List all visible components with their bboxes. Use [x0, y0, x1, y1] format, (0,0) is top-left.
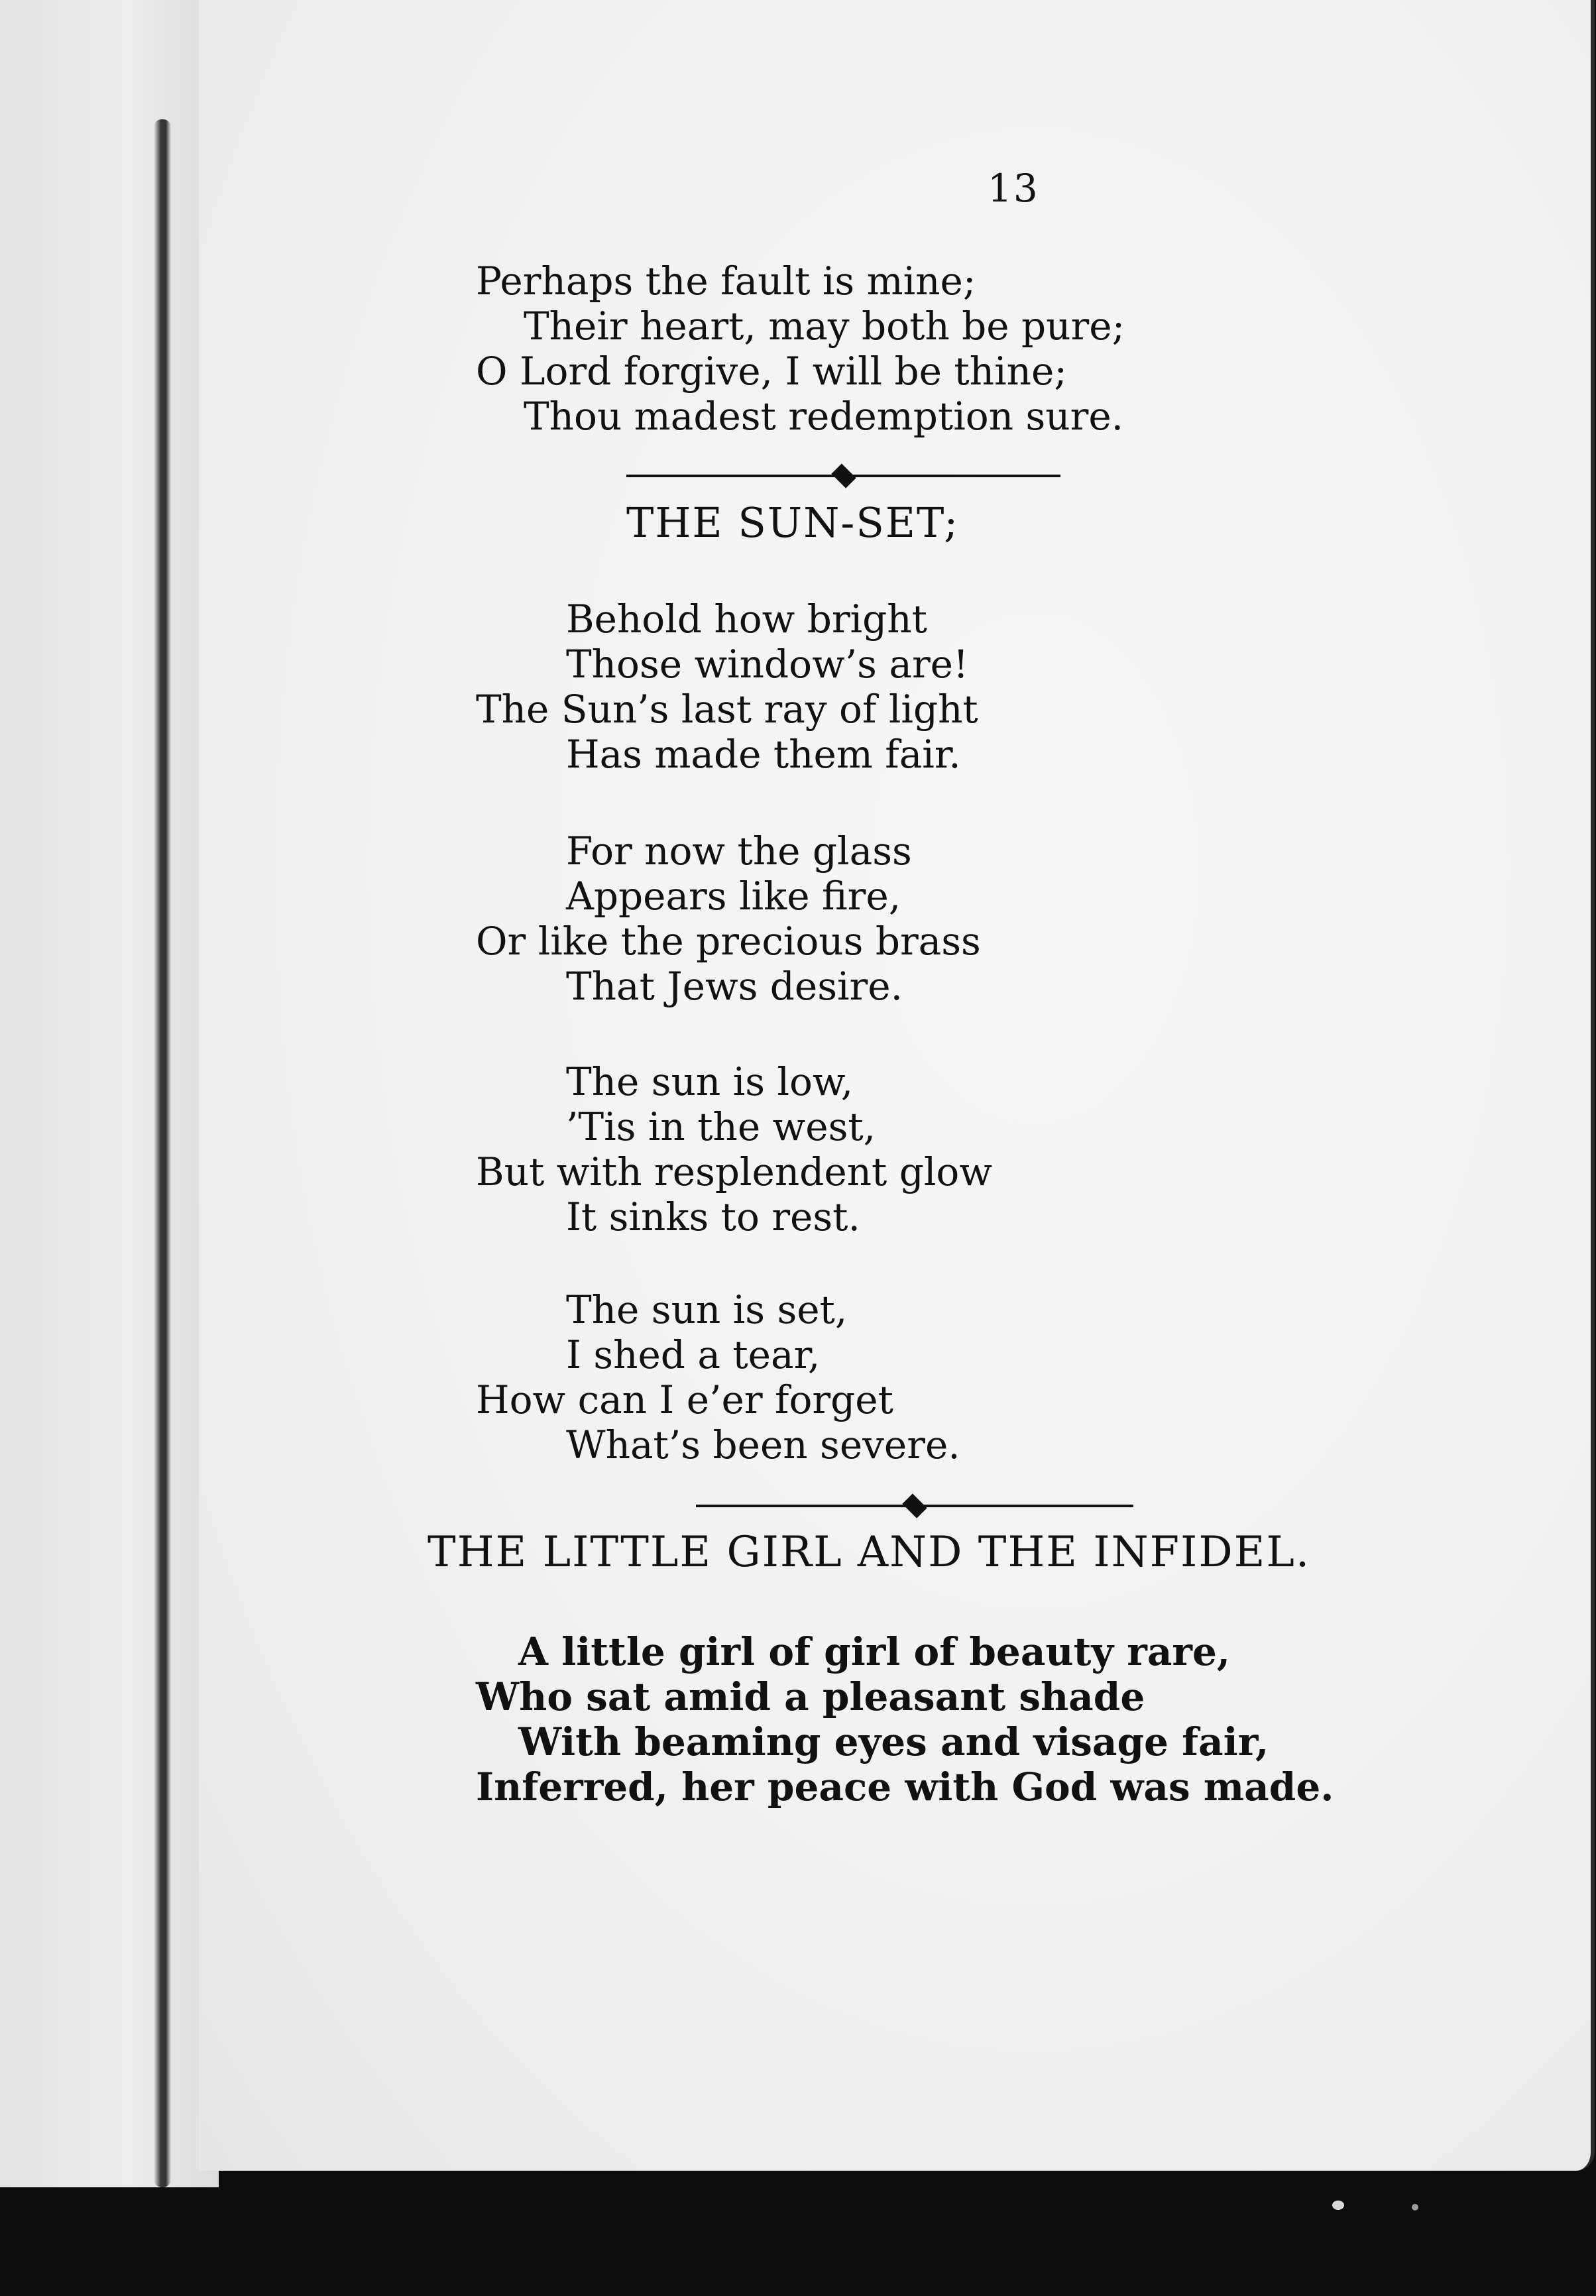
poem-line: What’s been severe. [566, 1422, 960, 1467]
poem-line: I shed a tear, [566, 1332, 821, 1377]
little-girl-stanza-1 [476, 1629, 1334, 1809]
book-page [199, 0, 1595, 2171]
poem-line: Perhaps the fault is mine; [476, 258, 976, 304]
dust-speck [1332, 2201, 1344, 2210]
poem-line: Who sat amid a pleasant shade [476, 1674, 1145, 1719]
poem-line: With beaming eyes and visage fair, [518, 1719, 1269, 1764]
little-girl-title: THE LITTLE GIRL AND THE INFIDEL. [428, 1528, 1311, 1577]
poem-line: Their heart, may both be pure; [524, 304, 1125, 349]
page-number: 13 [988, 166, 1039, 211]
poem-line: Has made them fair. [566, 732, 961, 777]
previous-poem-ending [476, 258, 1125, 439]
poem-line: But with resplendent glow [476, 1149, 992, 1194]
poem-line: Inferred, her peace with God was made. [476, 1764, 1334, 1809]
poem-line: Thou madest redemption sure. [524, 394, 1124, 439]
divider-ornament [831, 463, 856, 488]
poem-line: It sinks to rest. [566, 1194, 860, 1239]
poem-line: ’Tis in the west, [566, 1104, 876, 1149]
sunset-stanza-1 [476, 597, 978, 777]
poem-line: For now the glass [566, 829, 912, 874]
poem-line: That Jews desire. [566, 964, 903, 1009]
poem-line: Behold how bright [566, 597, 927, 642]
poem-line: A little girl of girl of beauty rare, [518, 1629, 1231, 1674]
sunset-stanza-2 [476, 829, 981, 1009]
poem-line: The sun is set, [566, 1287, 848, 1332]
gutter-shadow [154, 119, 171, 2187]
poem-line: O Lord forgive, I will be thine; [476, 349, 1067, 394]
previous-leaf-edge [0, 0, 219, 2187]
sunset-title: THE SUN-SET; [626, 498, 960, 547]
sunset-stanza-3 [476, 1059, 992, 1239]
poem-line: The Sun’s last ray of light [476, 687, 978, 732]
dust-speck [1412, 2204, 1418, 2210]
section-divider [696, 1505, 1133, 1507]
poem-line: The sun is low, [566, 1059, 854, 1104]
poem-line: Or like the precious brass [476, 919, 981, 964]
divider-ornament [902, 1493, 927, 1518]
section-divider [626, 475, 1060, 477]
poem-line: Those window’s are! [566, 642, 969, 687]
poem-line: How can I e’er forget [476, 1377, 893, 1422]
sunset-stanza-4 [476, 1287, 960, 1467]
poem-line: Appears like fire, [566, 874, 901, 919]
